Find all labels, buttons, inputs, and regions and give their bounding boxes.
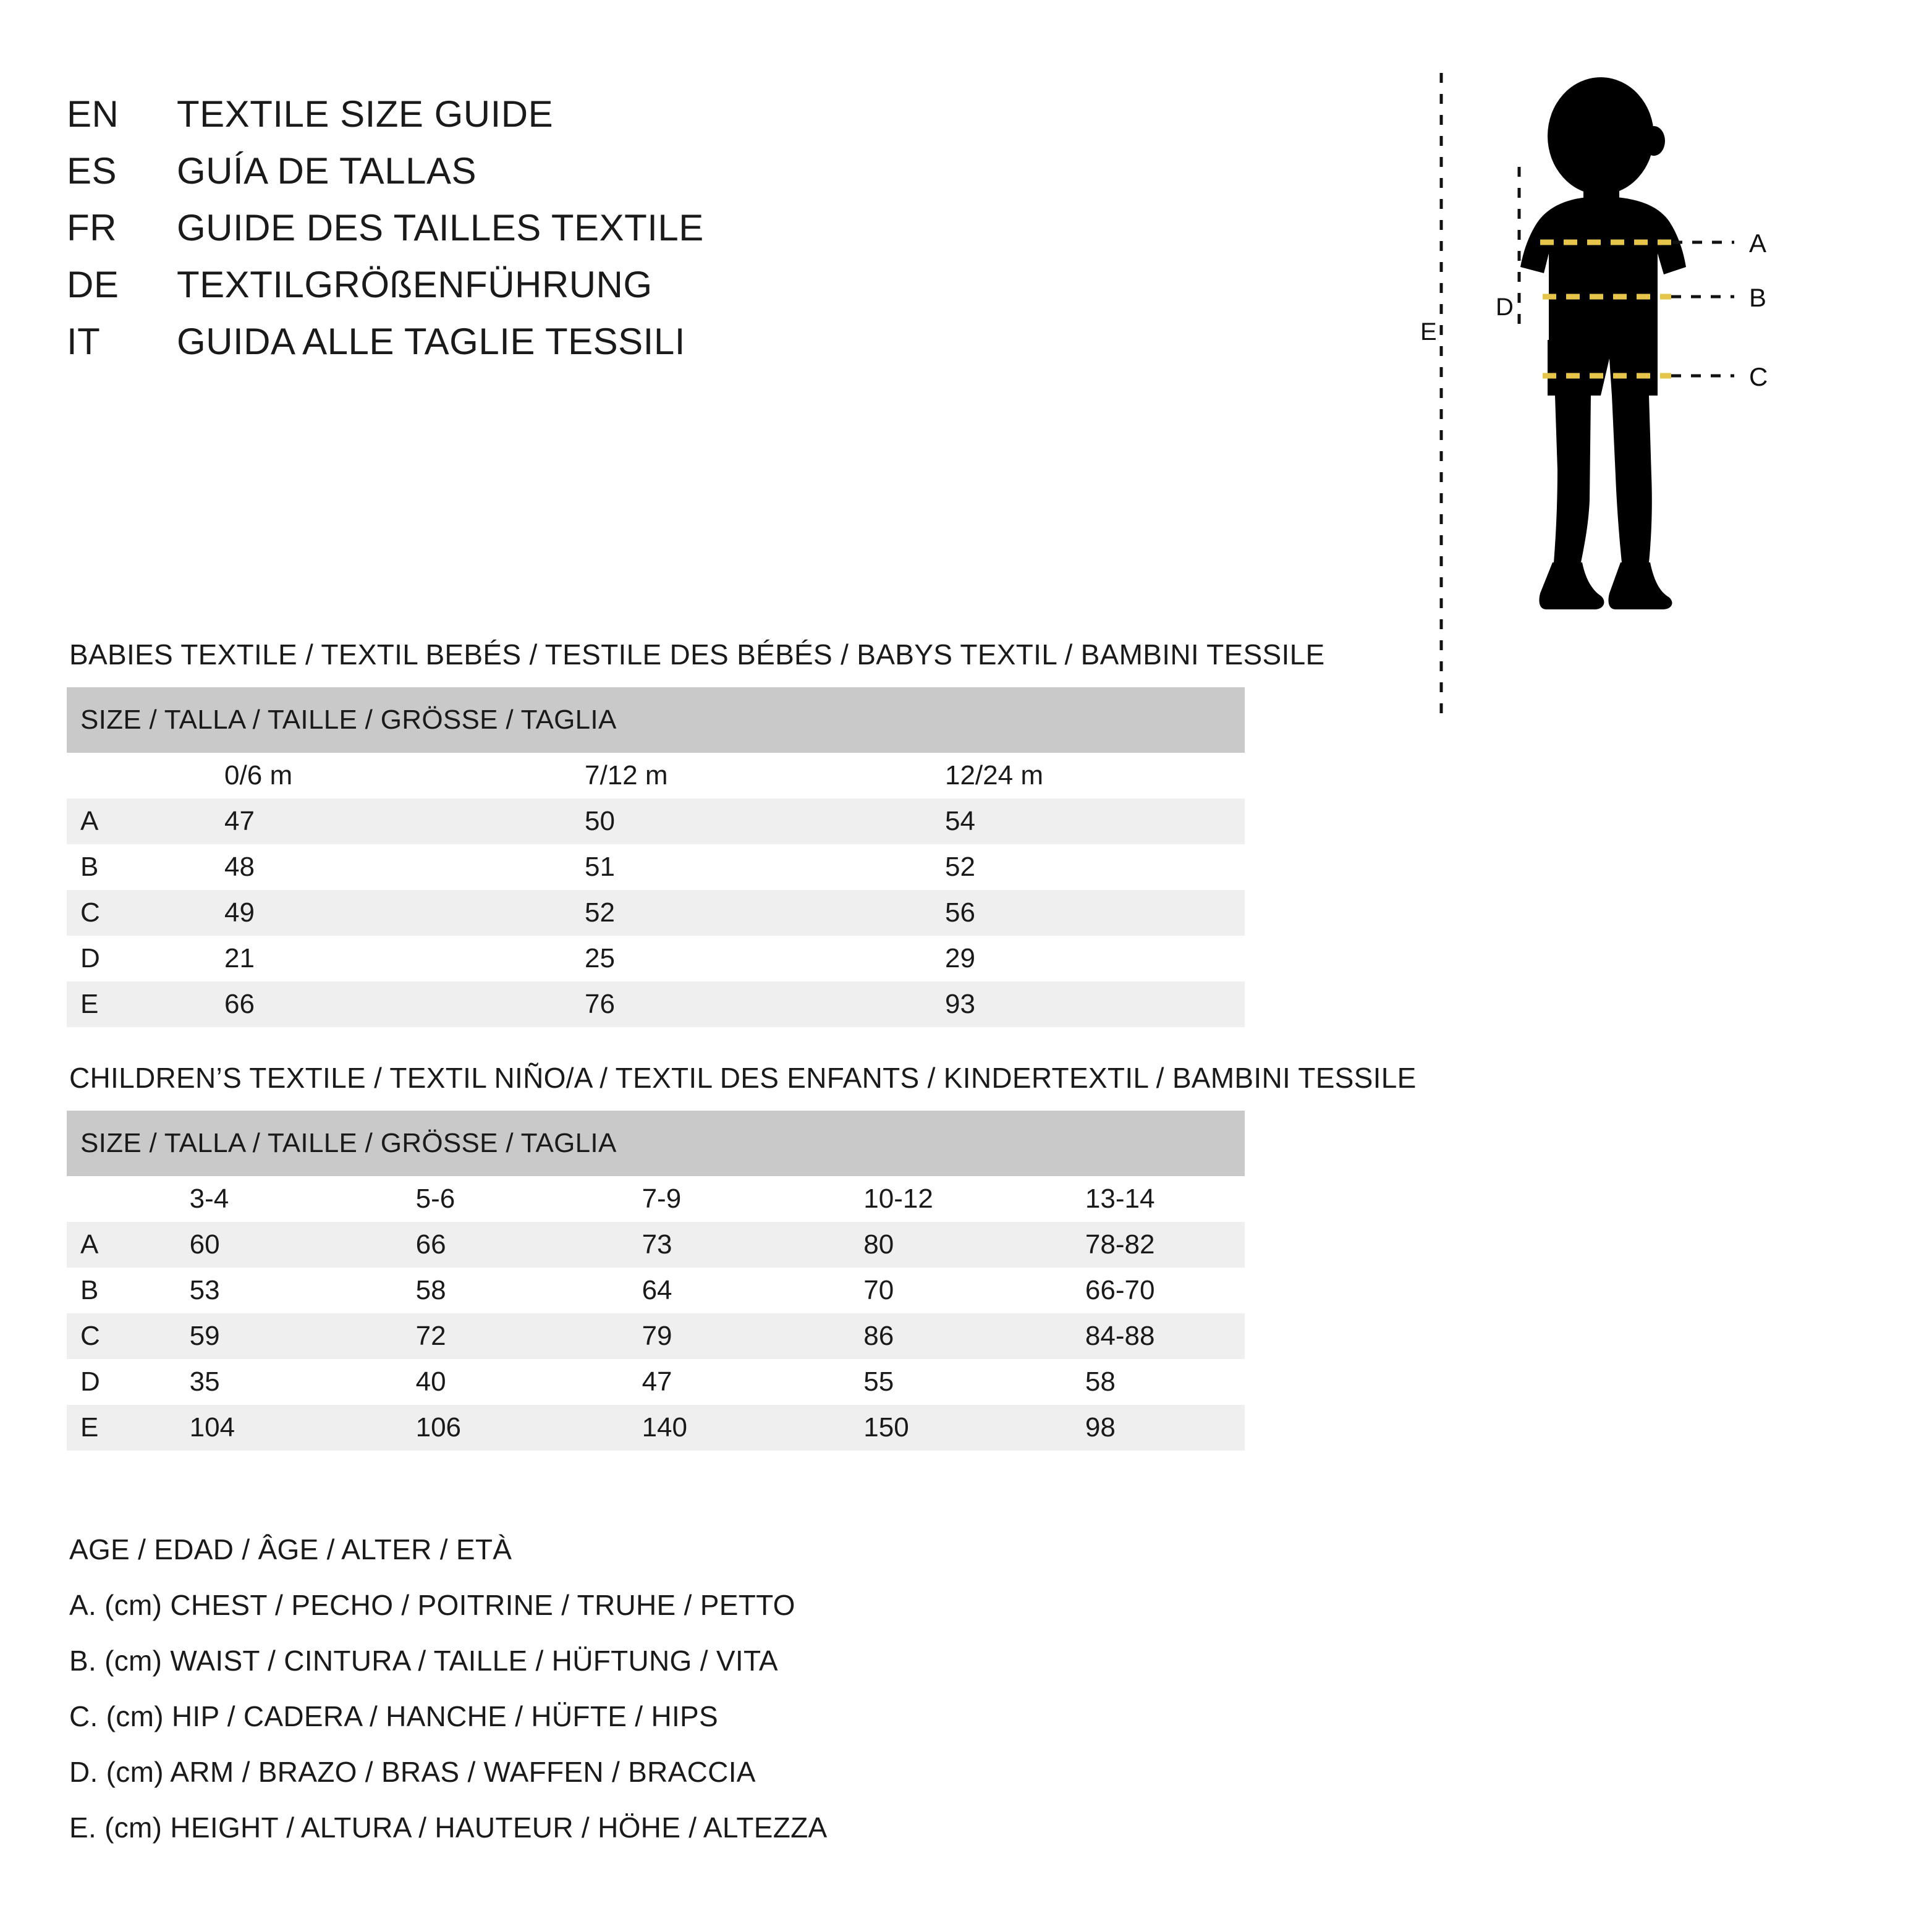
babies-section-caption: BABIES TEXTILE / TEXTIL BEBÉS / TESTILE DES BÉBÉS / BABYS TEXTIL / BAMBINI TESSILE [69, 638, 1325, 671]
table-band-header [67, 687, 1245, 753]
cell-value: 66 [164, 981, 524, 1027]
cell-value: 54 [884, 799, 1245, 844]
cell-value: 106 [355, 1405, 582, 1451]
cell-value: 49 [164, 890, 524, 936]
row-label: C [67, 1313, 129, 1359]
column-header: 7/12 m [524, 753, 884, 799]
legend-line: B. (cm) WAIST / CINTURA / TAILLE / HÜFTUNG / VITA [69, 1645, 778, 1677]
measurement-figure [1415, 68, 1885, 766]
cell-value: 29 [884, 936, 1245, 981]
column-header: 12/24 m [884, 753, 1245, 799]
table-row [67, 890, 1245, 936]
table-row [67, 844, 1245, 890]
cell-value: 104 [129, 1405, 355, 1451]
cell-value: 76 [524, 981, 884, 1027]
table-row [67, 1313, 1245, 1359]
table-column-header-row [67, 753, 1245, 799]
children-section-caption: CHILDREN’S TEXTILE / TEXTIL NIÑO/A / TEXTIL DES ENFANTS / KINDERTEXTIL / BAMBINI TESSILE [69, 1062, 1417, 1094]
child-silhouette-icon [1415, 68, 1885, 766]
cell-value: 51 [524, 844, 884, 890]
language-code: DE [67, 264, 119, 305]
empty-corner [67, 1176, 129, 1222]
column-header: 7-9 [582, 1176, 803, 1222]
band-label: SIZE / TALLA / TAILLE / GRÖSSE / TAGLIA [67, 687, 1245, 753]
cell-value: 48 [164, 844, 524, 890]
legend-line: A. (cm) CHEST / PECHO / POITRINE / TRUHE / PETTO [69, 1589, 795, 1621]
language-title-list [67, 93, 932, 377]
row-label: A [67, 799, 164, 844]
column-header: 5-6 [355, 1176, 582, 1222]
cell-value: 79 [582, 1313, 803, 1359]
cell-value: 58 [355, 1268, 582, 1313]
language-row [67, 93, 932, 150]
row-label: A [67, 1222, 129, 1268]
marker-label-B: B [1749, 283, 1767, 312]
table-row [67, 1222, 1245, 1268]
language-title: GUIDE DES TAILLES TEXTILE [177, 207, 704, 248]
language-code: FR [67, 207, 117, 248]
column-header: 10-12 [803, 1176, 1025, 1222]
column-header: 13-14 [1025, 1176, 1245, 1222]
cell-value: 78-82 [1025, 1222, 1245, 1268]
empty-corner [67, 753, 164, 799]
cell-value: 84-88 [1025, 1313, 1245, 1359]
cell-value: 47 [582, 1359, 803, 1405]
language-title: GUÍA DE TALLAS [177, 150, 477, 192]
table-column-header-row [67, 1176, 1245, 1222]
cell-value: 64 [582, 1268, 803, 1313]
language-row [67, 206, 932, 263]
cell-value: 98 [1025, 1405, 1245, 1451]
marker-label-E: E [1420, 318, 1437, 345]
row-label: E [67, 1405, 129, 1451]
table-row [67, 1405, 1245, 1451]
language-row [67, 320, 932, 377]
cell-value: 50 [524, 799, 884, 844]
cell-value: 35 [129, 1359, 355, 1405]
language-row [67, 263, 932, 320]
cell-value: 52 [524, 890, 884, 936]
silhouette-body [1520, 77, 1686, 609]
cell-value: 25 [524, 936, 884, 981]
cell-value: 21 [164, 936, 524, 981]
measurement-legend [69, 1533, 1429, 1866]
marker-label-C: C [1749, 362, 1768, 391]
marker-label-A: A [1749, 229, 1767, 258]
column-header: 0/6 m [164, 753, 524, 799]
legend-line: E. (cm) HEIGHT / ALTURA / HAUTEUR / HÖHE / ALTEZZA [69, 1811, 828, 1844]
cell-value: 58 [1025, 1359, 1245, 1405]
legend-line: AGE / EDAD / ÂGE / ALTER / ETÀ [69, 1533, 512, 1566]
cell-value: 66 [355, 1222, 582, 1268]
cell-value: 72 [355, 1313, 582, 1359]
language-code: ES [67, 150, 117, 192]
cell-value: 52 [884, 844, 1245, 890]
legend-line: C. (cm) HIP / CADERA / HANCHE / HÜFTE / HIPS [69, 1700, 719, 1732]
language-code: EN [67, 93, 119, 135]
cell-value: 150 [803, 1405, 1025, 1451]
cell-value: 93 [884, 981, 1245, 1027]
band-label: SIZE / TALLA / TAILLE / GRÖSSE / TAGLIA [67, 1111, 1245, 1176]
cell-value: 56 [884, 890, 1245, 936]
row-label: E [67, 981, 164, 1027]
row-label: D [67, 1359, 129, 1405]
cell-value: 60 [129, 1222, 355, 1268]
cell-value: 140 [582, 1405, 803, 1451]
cell-value: 86 [803, 1313, 1025, 1359]
row-label: B [67, 844, 164, 890]
row-label: D [67, 936, 164, 981]
column-header: 3-4 [129, 1176, 355, 1222]
legend-line: D. (cm) ARM / BRAZO / BRAS / WAFFEN / BRACCIA [69, 1756, 756, 1788]
cell-value: 53 [129, 1268, 355, 1313]
row-label: C [67, 890, 164, 936]
cell-value: 70 [803, 1268, 1025, 1313]
language-title: TEXTILGRÖßENFÜHRUNG [177, 264, 653, 305]
language-row [67, 150, 932, 206]
row-label: B [67, 1268, 129, 1313]
table-row [67, 799, 1245, 844]
language-title: GUIDA ALLE TAGLIE TESSILI [177, 321, 685, 362]
cell-value: 73 [582, 1222, 803, 1268]
cell-value: 55 [803, 1359, 1025, 1405]
language-title: TEXTILE SIZE GUIDE [177, 93, 554, 135]
table-row [67, 1268, 1245, 1313]
cell-value: 40 [355, 1359, 582, 1405]
cell-value: 80 [803, 1222, 1025, 1268]
children-size-table [67, 1111, 1245, 1451]
table-row [67, 936, 1245, 981]
babies-size-table [67, 687, 1245, 1027]
language-code: IT [67, 321, 101, 362]
marker-label-D: D [1496, 294, 1514, 321]
cell-value: 47 [164, 799, 524, 844]
table-band-header [67, 1111, 1245, 1176]
cell-value: 66-70 [1025, 1268, 1245, 1313]
cell-value: 59 [129, 1313, 355, 1359]
table-row [67, 1359, 1245, 1405]
table-row [67, 981, 1245, 1027]
